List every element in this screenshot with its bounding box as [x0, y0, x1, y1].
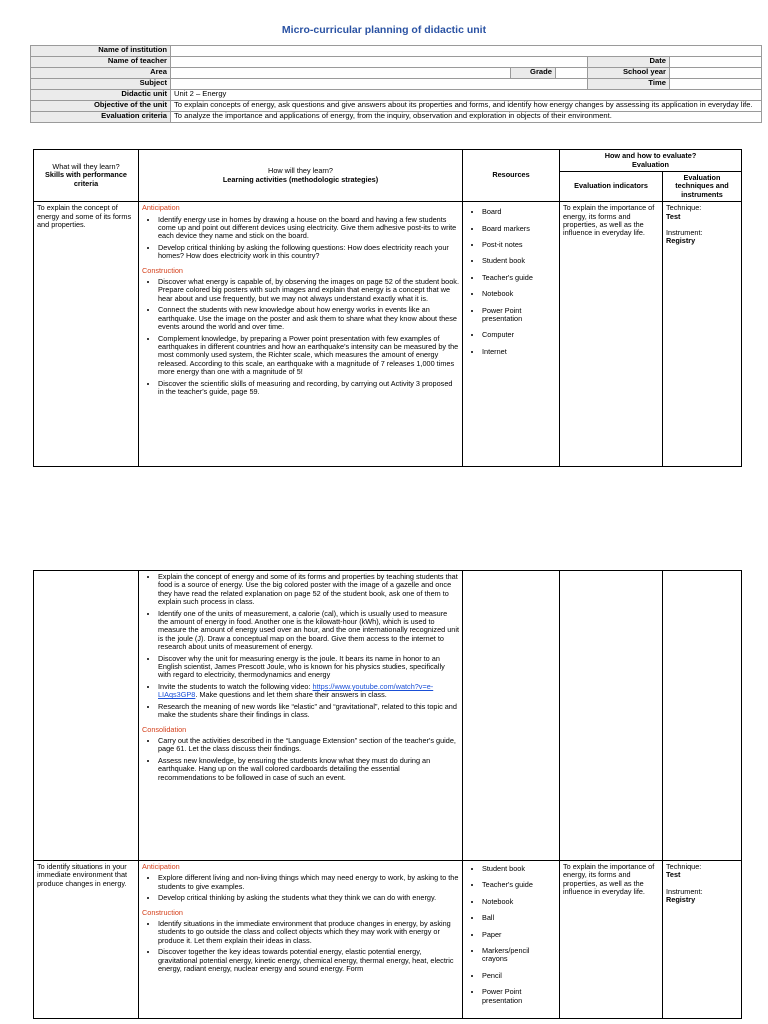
list-item: • Assess new knowledge, by ensuring the students know what they must do during an earthquake. Hang up on the wall colored cardboards detailing the essential recommendations to be followed in case of such an event. — [158, 757, 459, 782]
institution-value — [171, 46, 762, 57]
how-header-title: Learning activities (methodologic strategies) — [222, 174, 379, 184]
technique-cell — [663, 202, 742, 467]
section-anticipation: Anticipation — [142, 203, 180, 213]
objective-label: Objective of the unit — [31, 101, 171, 112]
date-label: Date — [588, 57, 670, 68]
list-item: • Discover together the key ideas towards potential energy, elastic potential energy, gravitational potential energy, kinetic energy, chemical energy, thermal energy, heat, electric energy, radiant energy, nuclear energy and sound energy. Form — [158, 948, 459, 973]
instrument-label: Instrument: — [666, 886, 703, 896]
list-item: • Internet — [482, 348, 556, 356]
consolidation-list — [142, 737, 459, 782]
what-header — [34, 150, 139, 202]
date-value — [670, 57, 762, 68]
construction-list — [142, 573, 459, 720]
what-header-question: What will they learn? — [52, 162, 120, 171]
list-item: • Complement knowledge, by preparing a Power point presentation with few examples of earthquakes in different countries and how an earthquake's intensity can be measured by the most commonly used system, the Richter scale, which measures the amount of energy released. According to this scale, an earthquake with a magnitude of 7 releases 1,000 times more energy than one with a magnitude of 5! — [158, 335, 459, 377]
list-item: • Computer — [482, 331, 556, 339]
list-item: • Paper — [482, 931, 556, 939]
activities-cell — [139, 202, 463, 467]
unit-info-table — [30, 45, 762, 123]
construction-list — [142, 920, 459, 973]
list-item: • Board — [482, 208, 556, 216]
list-item: • Power Point presentation — [482, 307, 556, 324]
grade-label: Grade — [511, 68, 556, 79]
activities-cell — [139, 571, 463, 861]
indicator-cell — [560, 571, 663, 861]
list-item: • Pencil — [482, 972, 556, 980]
teacher-label: Name of teacher — [31, 57, 171, 68]
list-item — [158, 683, 459, 700]
list-item: • Explain the concept of energy and some of its forms and properties by teaching students that food is a source of energy. Use the big colored poster with the image of a gazelle and once they have read the related explanation on page 52 of the student book, ask one of them to explain such process in class. — [158, 573, 459, 607]
table-row — [34, 202, 742, 467]
technique-value: Test — [666, 211, 681, 221]
subject-value — [171, 79, 588, 90]
institution-label: Name of institution — [31, 46, 171, 57]
list-item: • Develop critical thinking by asking the following questions: How does electricity reach your homes? How does electricity work in this country? — [158, 244, 459, 261]
section-construction: Construction — [142, 907, 183, 917]
techniques-header-title: Evaluation techniques and instruments — [675, 173, 729, 199]
unit-value: Unit 2 – Energy — [171, 90, 762, 101]
how-header-question: How will they learn? — [268, 166, 333, 176]
objective-value: To explain concepts of energy, ask questions and give answers about its properties and forms, and identify how energy changes by assessing its application in everyday life. — [171, 101, 762, 112]
school-year-label: School year — [588, 68, 670, 79]
list-item: • Student book — [482, 865, 556, 873]
list-item: • Markers/pencil crayons — [482, 947, 556, 964]
skill-cell: To explain the concept of energy and some of its forms and properties. — [34, 202, 139, 467]
resources-cell — [463, 202, 560, 467]
list-item: • Power Point presentation — [482, 988, 556, 1005]
skill-cell — [34, 571, 139, 861]
instrument-value: Registry — [666, 236, 696, 246]
indicators-header-title: Evaluation indicators — [574, 181, 648, 191]
criteria-label: Evaluation criteria — [31, 112, 171, 123]
section-consolidation: Consolidation — [142, 724, 187, 734]
list-item: • Board markers — [482, 225, 556, 233]
grade-value — [556, 68, 588, 79]
list-item: • Discover the scientific skills of measuring and recording, by carrying out Activity 3 proposed in the teacher's guide, page 59. — [158, 380, 459, 397]
area-value — [171, 68, 511, 79]
technique-label: Technique: — [666, 203, 702, 213]
how-header — [139, 150, 463, 202]
list-item: • Notebook — [482, 898, 556, 906]
activities-cell — [139, 861, 463, 1019]
indicator-cell: To explain the importance of energy, its forms and properties, as well as the influence in everyday life. — [560, 861, 663, 1019]
instrument-value: Registry — [666, 895, 696, 905]
criteria-value: To analyze the importance and applications of energy, from the inquiry, observation and exploration in objects of their environment. — [171, 112, 762, 123]
section-construction: Construction — [142, 265, 183, 275]
unit-label: Didactic unit — [31, 90, 171, 101]
list-item: • Identify one of the units of measurement, a calorie (cal), which is usually used to measure the amount of energy in food. Another one is the kilowatt-hour (kWh), which is used to measure the amount of energy used over an hour, and the one internationally recognized unit is the joule (J). Draw a conceptual map on the board. Give them access to the internet to research about units of measurement of energy. — [158, 610, 459, 652]
technique-label: Technique: — [666, 862, 702, 871]
list-item: • Research the meaning of new words like “elastic” and “gravitational”, related to this topic and make the students share their findings in class. — [158, 703, 459, 720]
list-item: • Notebook — [482, 290, 556, 298]
page-title: Micro-curricular planning of didactic unit — [281, 24, 487, 36]
list-item: • Discover what energy is capable of, by observing the images on page 52 of the student book. Prepare colored big posters with such images and explain that energy is a concept that we hear about and use frequently, but we may not always understand exactly what it is. — [158, 278, 459, 303]
instrument-label: Instrument: — [666, 228, 703, 238]
list-item: • Student book — [482, 257, 556, 265]
resources-cell — [463, 571, 560, 861]
what-header-title: Skills with performance criteria — [45, 170, 127, 188]
indicators-header — [560, 172, 663, 202]
subject-label: Subject — [31, 79, 171, 90]
list-item: • Develop critical thinking by asking the students what they think we can do with energy. — [158, 894, 459, 902]
resources-list — [466, 208, 556, 356]
techniques-header — [663, 172, 742, 202]
planning-table — [33, 149, 742, 467]
resources-cell — [463, 861, 560, 1019]
anticipation-list — [142, 216, 459, 261]
video-link[interactable]: https://www.youtube.com/watch?v=e-LIAqs3GP8 — [158, 681, 434, 700]
list-item: • Post-it notes — [482, 241, 556, 249]
school-year-value — [670, 68, 762, 79]
time-value — [670, 79, 762, 90]
list-item: • Connect the students with new knowledge about how energy works in events like an earthquake. Use the image on the poster and ask them to share what they know about these events around the world and over time. — [158, 306, 459, 331]
skill-cell: To identify situations in your immediate environment that produce changes in energy. — [34, 861, 139, 1019]
evaluation-header-title: Evaluation — [632, 159, 669, 169]
section-anticipation: Anticipation — [142, 862, 180, 871]
list-item: • Identify situations in the immediate environment that produce changes in energy, by asking students to go outside the class and collect objects which they may work with energy or produce it. Let them explain their ideas in class. — [158, 920, 459, 945]
list-item: • Teacher's guide — [482, 881, 556, 889]
teacher-value — [171, 57, 588, 68]
planning-table-continued — [33, 570, 742, 1019]
video-text: Invite the students to watch the following video: — [158, 681, 313, 691]
resources-header — [463, 150, 560, 202]
table-row — [34, 861, 742, 1019]
indicator-cell: To explain the importance of energy, its forms and properties, as well as the influence in everyday life. — [560, 202, 663, 467]
table-row — [34, 571, 742, 861]
list-item: • Identify energy use in homes by drawing a house on the board and having a few students come up and point out different devices using electricity. Give them adhesive post-its to write each device they name and stick on the board. — [158, 216, 459, 241]
resources-list — [466, 865, 556, 1005]
area-label: Area — [31, 68, 171, 79]
anticipation-list — [142, 874, 459, 902]
evaluation-header-question: How and how to evaluate? — [604, 151, 697, 161]
list-item: • Discover why the unit for measuring energy is the joule. It bears its name in honor to an English scientist, James Prescott Joule, who is known for his physics studies, specifically with regard to electricity, thermodynamics and energy — [158, 655, 459, 680]
list-item: • Ball — [482, 914, 556, 922]
technique-cell — [663, 571, 742, 861]
list-item: • Teacher's guide — [482, 274, 556, 282]
list-item: • Explore different living and non-living things which may need energy to work, by asking to the students to give examples. — [158, 874, 459, 891]
construction-list — [142, 278, 459, 396]
technique-value: Test — [666, 870, 681, 880]
evaluation-header — [560, 150, 742, 172]
list-item: • Carry out the activities described in the “Language Extension” section of the teacher's guide, page 61. Let the class discuss their findings. — [158, 737, 459, 754]
technique-cell — [663, 861, 742, 1019]
resources-header-title: Resources — [492, 170, 530, 180]
time-label: Time — [588, 79, 670, 90]
video-text-end: . Make questions and let them share their answers in class. — [195, 690, 387, 700]
